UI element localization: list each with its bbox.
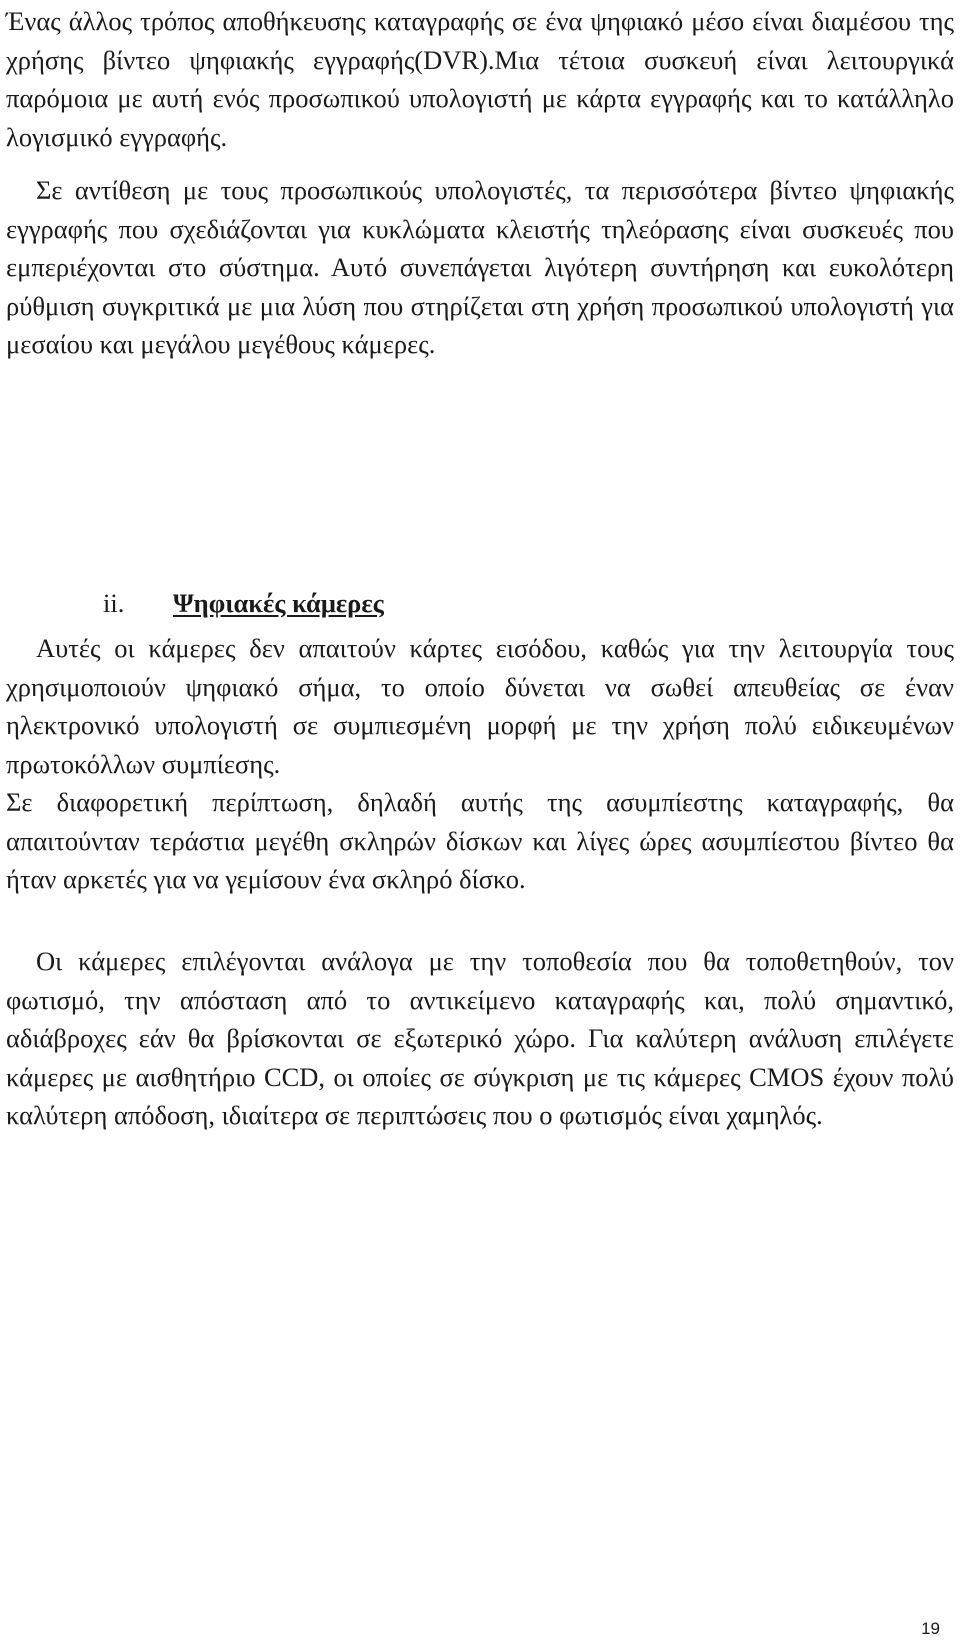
- paragraph-text: Σε αντίθεση με τους προσωπικούς υπολογιστές, τα περισσότερα βίντεο ψηφιακής εγγραφής που σχεδιάζονται για κυκλώματα κλειστής τηλεόρασης είναι συσκευές που εμπεριέχονται στο σύστημα. Αυτό συνεπάγεται λιγότερη συντήρηση και ευκολότερη ρύθμιση συγκριτικά με μια λύση που στηρίζεται στη χρήση προσωπικού υπολογιστή για μεσαίου και μεγάλου μεγέθους κάμερες.: [6, 175, 954, 359]
- paragraph-camera-selection: [6, 942, 954, 1135]
- paragraph-dvr-comparison: [6, 171, 954, 364]
- section-heading: [103, 584, 384, 623]
- paragraph-dvr-storage: [6, 2, 954, 156]
- paragraph-text: Αυτές οι κάμερες δεν απαιτούν κάρτες εισόδου, καθώς για την λειτουργία τους χρησιμοποιούν ψηφιακό σήμα, το οποίο δύνεται να σωθεί απευθείας σε έναν ηλεκτρονικό υπολογιστή σε συμπιεσμένη μορφή με την χρήση πολύ ειδικευμένων πρωτοκόλλων συμπίεσης.: [6, 633, 954, 779]
- paragraph-digital-cameras: [6, 629, 954, 899]
- paragraph-text: Οι κάμερες επιλέγονται ανάλογα με την τοποθεσία που θα τοποθετηθούν, τον φωτισμό, την απόσταση από το αντικείμενο καταγραφής και, πολύ σημαντικό, αδιάβροχες εάν θα βρίσκονται σε εξωτερικό χώρο. Για καλύτερη ανάλυση επιλέγετε κάμερες με αισθητήριο CCD, οι οποίες σε σύγκριση με τις κάμερες CMOS έχουν πολύ καλύτερη απόδοση, ιδιαίτερα σε περιπτώσεις που ο φωτισμός είναι χαμηλός.: [6, 946, 954, 1130]
- section-number: ii.: [103, 588, 125, 618]
- page-number: 19: [921, 1619, 940, 1638]
- section-title: Ψηφιακές κάμερες: [173, 588, 384, 618]
- paragraph-text: Σε διαφορετική περίπτωση, δηλαδή αυτής της ασυμπίεστης καταγραφής, θα απαιτούνταν τεράστια μεγέθη σκληρών δίσκων και λίγες ώρες ασυμπίεστου βίντεο θα ήταν αρκετές για να γεμίσουν ένα σκληρό δίσκο.: [6, 787, 954, 894]
- paragraph-text: Ένας άλλος τρόπος αποθήκευσης καταγραφής σε ένα ψηφιακό μέσο είναι διαμέσου της χρήσης βίντεο ψηφιακής εγγραφής(DVR).Μια τέτοια συσκευή είναι λειτουργικά παρόμοια με αυτή ενός προσωπικού υπολογιστή με κάρτα εγγραφής και το κατάλληλο λογισμικό εγγραφής.: [6, 6, 954, 152]
